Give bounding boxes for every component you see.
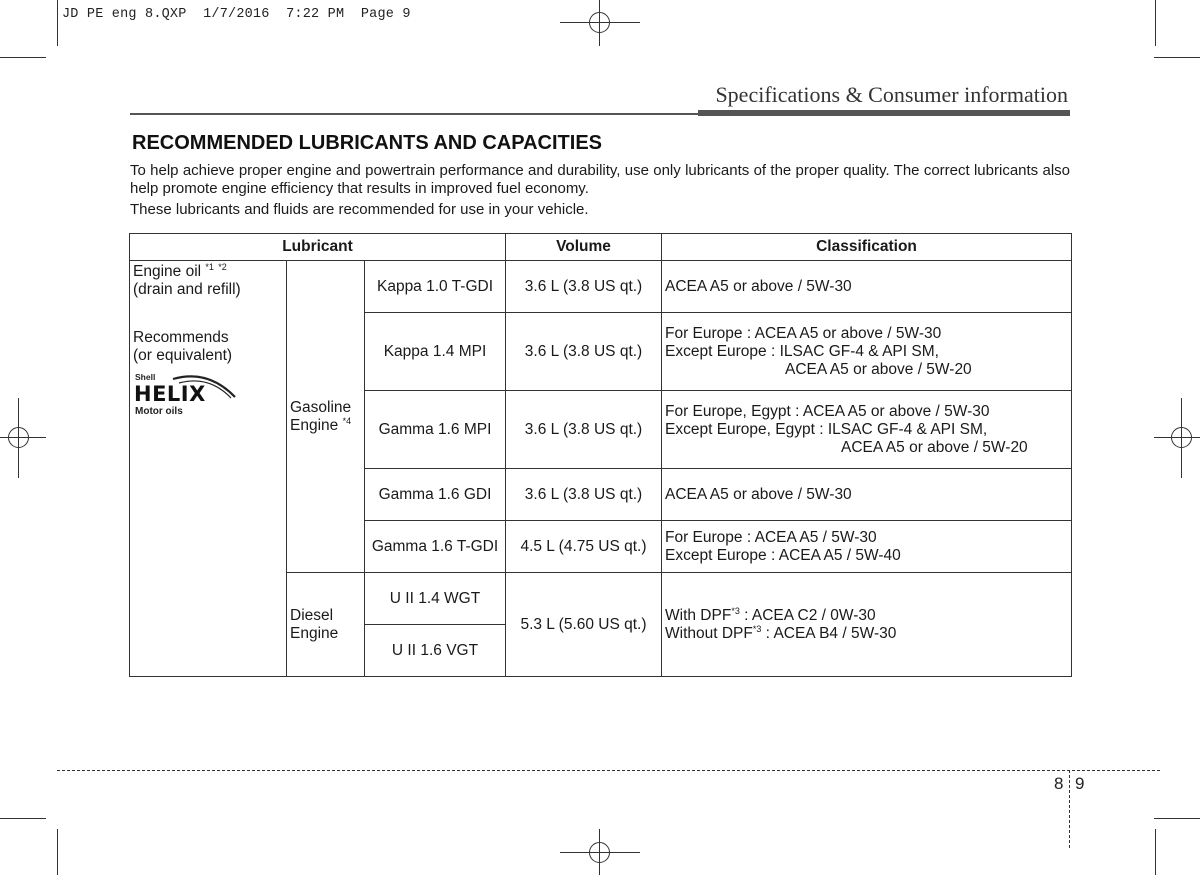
volume-value: 3.6 L (3.8 US qt.) <box>506 391 662 469</box>
engine-name: Gamma 1.6 MPI <box>365 391 506 469</box>
drain-refill-label: (drain and refill) <box>133 281 241 298</box>
classification-line: ACEA A5 or above / 5W-30 <box>665 277 852 295</box>
logo-brand: Shell <box>135 372 156 382</box>
classification-line: Except Europe, Egypt : ILSAC GF-4 & API SM, <box>665 420 988 438</box>
table-header-row <box>130 234 1072 261</box>
engine-name: Gamma 1.6 GDI <box>365 469 506 521</box>
classification-line: For Europe, Egypt : ACEA A5 or above / 5W-30 <box>665 402 990 420</box>
engine-label: Engine <box>290 416 343 434</box>
engine-name: U II 1.4 WGT <box>365 573 506 625</box>
volume-value: 3.6 L (3.8 US qt.) <box>506 261 662 313</box>
crop-mark <box>0 57 46 58</box>
header-lubricant: Lubricant <box>130 234 506 261</box>
lubricants-table <box>129 233 1072 677</box>
classification-line: Without DPF <box>665 624 753 642</box>
intro-paragraph: These lubricants and fluids are recommended for use in your vehicle. <box>130 201 589 218</box>
classification-line: For Europe : ACEA A5 / 5W-30 <box>665 528 877 546</box>
classification-line: Except Europe : ILSAC GF-4 & API SM, <box>665 342 939 360</box>
page-number-separator <box>1069 770 1070 848</box>
footnote-marker: *1 <box>205 262 214 272</box>
print-slug: JD PE eng 8.QXP 1/7/2016 7:22 PM Page 9 <box>62 7 411 22</box>
crop-mark <box>1154 818 1200 819</box>
gasoline-engine-cell <box>287 261 365 573</box>
running-header: Specifications & Consumer information <box>715 82 1068 107</box>
header-rule <box>130 113 698 115</box>
classification-line: : ACEA B4 / 5W-30 <box>761 624 897 642</box>
footer-rule <box>57 770 1160 771</box>
chapter-number: 8 <box>1054 774 1064 793</box>
logo-name: HELIX <box>134 382 206 406</box>
classification-line: ACEA A5 or above / 5W-20 <box>785 360 972 378</box>
gasoline-label: Gasoline <box>290 398 352 416</box>
classification-value <box>662 391 1072 469</box>
volume-value: 4.5 L (4.75 US qt.) <box>506 521 662 573</box>
volume-value: 3.6 L (3.8 US qt.) <box>506 469 662 521</box>
classification-value <box>662 521 1072 573</box>
volume-value: 3.6 L (3.8 US qt.) <box>506 313 662 391</box>
diesel-label: Diesel <box>290 606 334 624</box>
engine-name: Gamma 1.6 T-GDI <box>365 521 506 573</box>
footnote-marker: *2 <box>218 262 227 272</box>
crop-mark <box>57 829 58 875</box>
registration-mark-icon <box>0 398 46 478</box>
engine-oil-label: Engine oil <box>133 263 206 280</box>
engine-label: Engine <box>290 624 339 642</box>
shell-helix-logo <box>133 371 243 417</box>
crop-mark <box>1154 57 1200 58</box>
registration-mark-icon <box>560 0 640 46</box>
engine-name: U II 1.6 VGT <box>365 625 506 677</box>
classification-value <box>662 573 1072 677</box>
classification-value <box>662 261 1072 313</box>
header-rule-thick <box>698 110 1070 116</box>
registration-mark-icon <box>1154 398 1200 478</box>
volume-value: 5.3 L (5.60 US qt.) <box>506 573 662 677</box>
engine-oil-cell <box>130 261 287 677</box>
classification-line: ACEA A5 or above / 5W-30 <box>665 485 852 503</box>
crop-mark <box>57 0 58 46</box>
header-volume: Volume <box>506 234 662 261</box>
classification-line: With DPF <box>665 606 732 624</box>
classification-value <box>662 313 1072 391</box>
registration-mark-icon <box>560 829 640 875</box>
classification-line: : ACEA C2 / 0W-30 <box>739 606 876 624</box>
intro-text <box>130 162 1070 219</box>
footnote-marker: *3 <box>731 605 740 616</box>
table-row <box>130 261 1072 313</box>
footnote-marker: *3 <box>752 623 762 634</box>
logo-tagline: Motor oils <box>135 406 183 417</box>
page-number: 9 <box>1075 774 1085 793</box>
recommends-label: Recommends <box>133 329 229 346</box>
header-classification: Classification <box>662 234 1072 261</box>
crop-mark <box>1155 829 1156 875</box>
page-title: RECOMMENDED LUBRICANTS AND CAPACITIES <box>132 132 602 154</box>
crop-mark <box>0 818 46 819</box>
intro-paragraph: To help achieve proper engine and powertrain performance and durability, use only lubricants of the proper quality. The correct lubricants also help promote engine efficiency that results in improved fuel economy. <box>130 162 1070 197</box>
diesel-engine-cell <box>287 573 365 677</box>
engine-name: Kappa 1.0 T-GDI <box>365 261 506 313</box>
classification-line: ACEA A5 or above / 5W-20 <box>841 438 1028 456</box>
engine-name: Kappa 1.4 MPI <box>365 313 506 391</box>
equivalent-label: (or equivalent) <box>133 347 233 364</box>
classification-value <box>662 469 1072 521</box>
footnote-marker: *4 <box>342 415 352 426</box>
classification-line: Except Europe : ACEA A5 / 5W-40 <box>665 546 901 564</box>
crop-mark <box>1155 0 1156 46</box>
classification-line: For Europe : ACEA A5 or above / 5W-30 <box>665 324 942 342</box>
